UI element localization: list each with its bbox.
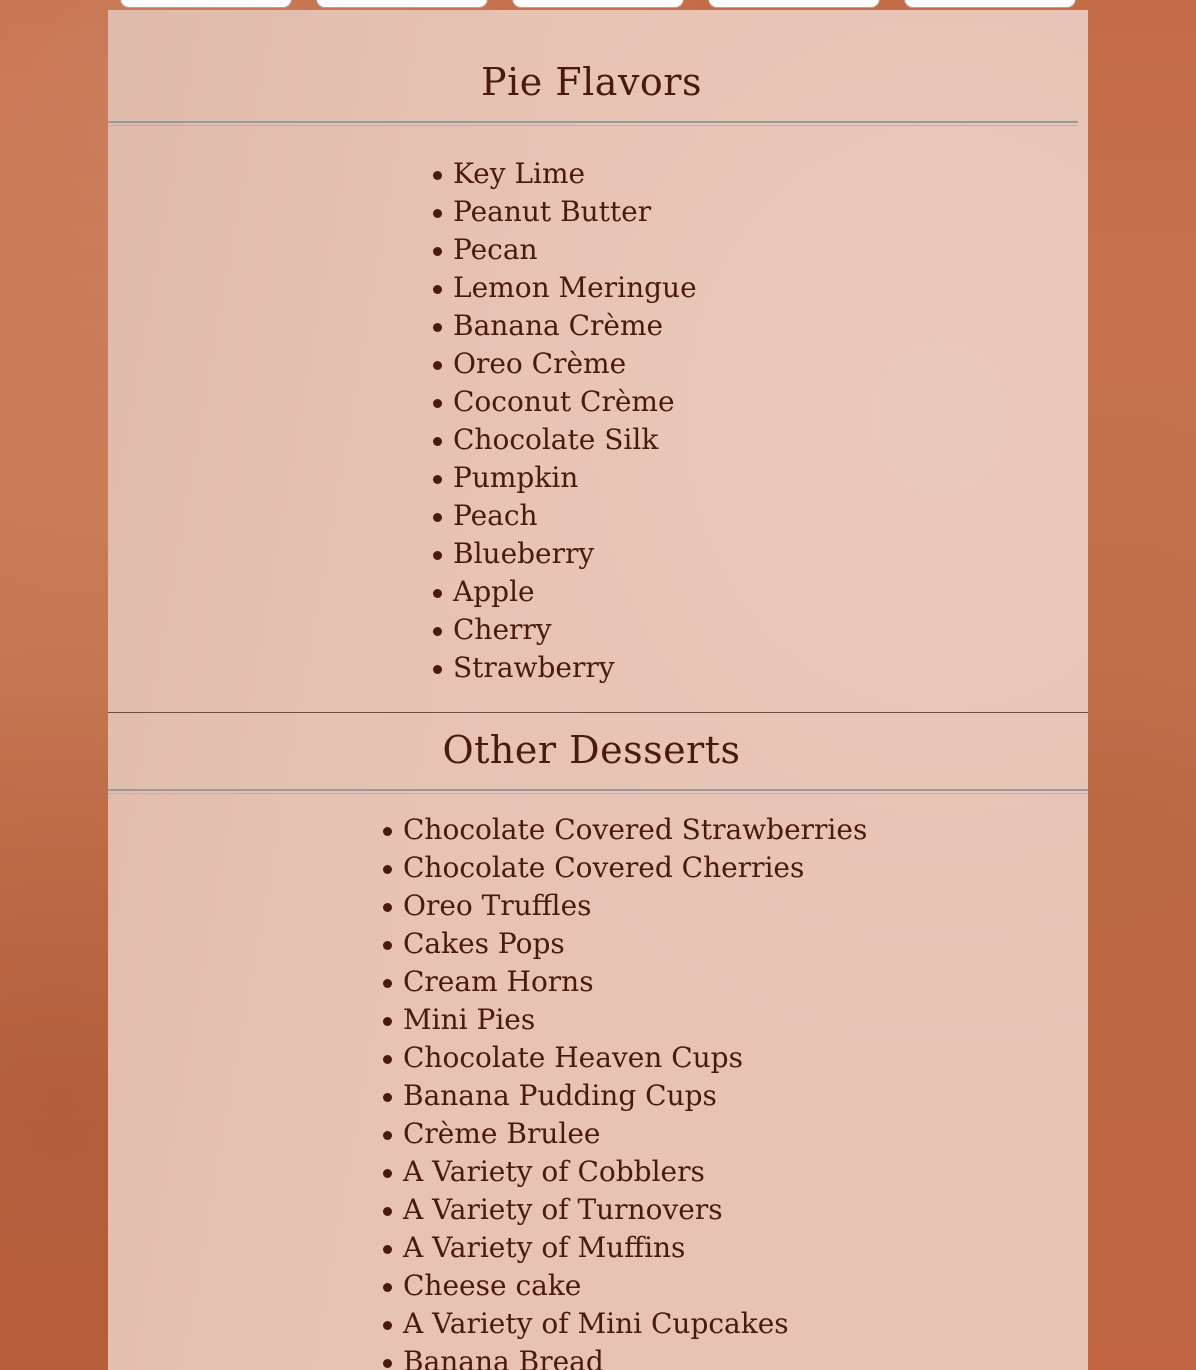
desserts-heading-divider	[108, 789, 1088, 794]
pie-flavor-item: Banana Crème	[453, 307, 697, 345]
pie-flavor-item: Key Lime	[453, 155, 697, 193]
pie-flavor-item: Pecan	[453, 231, 697, 269]
nav-button-5[interactable]	[904, 0, 1076, 8]
dessert-item: A Variety of Muffins	[403, 1229, 867, 1267]
nav-button-3[interactable]	[512, 0, 684, 8]
content-panel	[108, 10, 1088, 1370]
dessert-item: Chocolate Heaven Cups	[403, 1039, 867, 1077]
other-desserts-list	[373, 811, 867, 1370]
pie-flavor-item: Peach	[453, 497, 697, 535]
dessert-item: Banana Pudding Cups	[403, 1077, 867, 1115]
dessert-item: Chocolate Covered Strawberries	[403, 811, 867, 849]
pie-flavors-heading: Pie Flavors	[481, 60, 702, 104]
dessert-item: Oreo Truffles	[403, 887, 867, 925]
dessert-item: Mini Pies	[403, 1001, 867, 1039]
pie-flavor-item: Chocolate Silk	[453, 421, 697, 459]
dessert-item: A Variety of Mini Cupcakes	[403, 1305, 867, 1343]
dessert-item: Crème Brulee	[403, 1115, 867, 1153]
dessert-item: Chocolate Covered Cherries	[403, 849, 867, 887]
nav-button-4[interactable]	[708, 0, 880, 8]
pie-flavor-item: Apple	[453, 573, 697, 611]
pie-flavor-item: Lemon Meringue	[453, 269, 697, 307]
other-desserts-heading: Other Desserts	[442, 728, 741, 772]
pie-flavors-list	[423, 155, 697, 687]
pie-flavor-item: Oreo Crème	[453, 345, 697, 383]
dessert-item: A Variety of Turnovers	[403, 1191, 867, 1229]
dessert-item: Banana Bread	[403, 1343, 867, 1370]
pie-flavor-item: Peanut Butter	[453, 193, 697, 231]
pie-flavor-item: Strawberry	[453, 649, 697, 687]
nav-button-2[interactable]	[316, 0, 488, 8]
pie-flavor-item: Pumpkin	[453, 459, 697, 497]
section-divider	[108, 712, 1088, 713]
top-navigation	[108, 0, 1088, 10]
pie-flavor-item: Cherry	[453, 611, 697, 649]
pie-heading-divider	[108, 121, 1078, 126]
dessert-item: A Variety of Cobblers	[403, 1153, 867, 1191]
dessert-item: Cream Horns	[403, 963, 867, 1001]
pie-flavor-item: Coconut Crème	[453, 383, 697, 421]
pie-flavor-item: Blueberry	[453, 535, 697, 573]
nav-button-1[interactable]	[120, 0, 292, 8]
dessert-item: Cakes Pops	[403, 925, 867, 963]
dessert-item: Cheese cake	[403, 1267, 867, 1305]
